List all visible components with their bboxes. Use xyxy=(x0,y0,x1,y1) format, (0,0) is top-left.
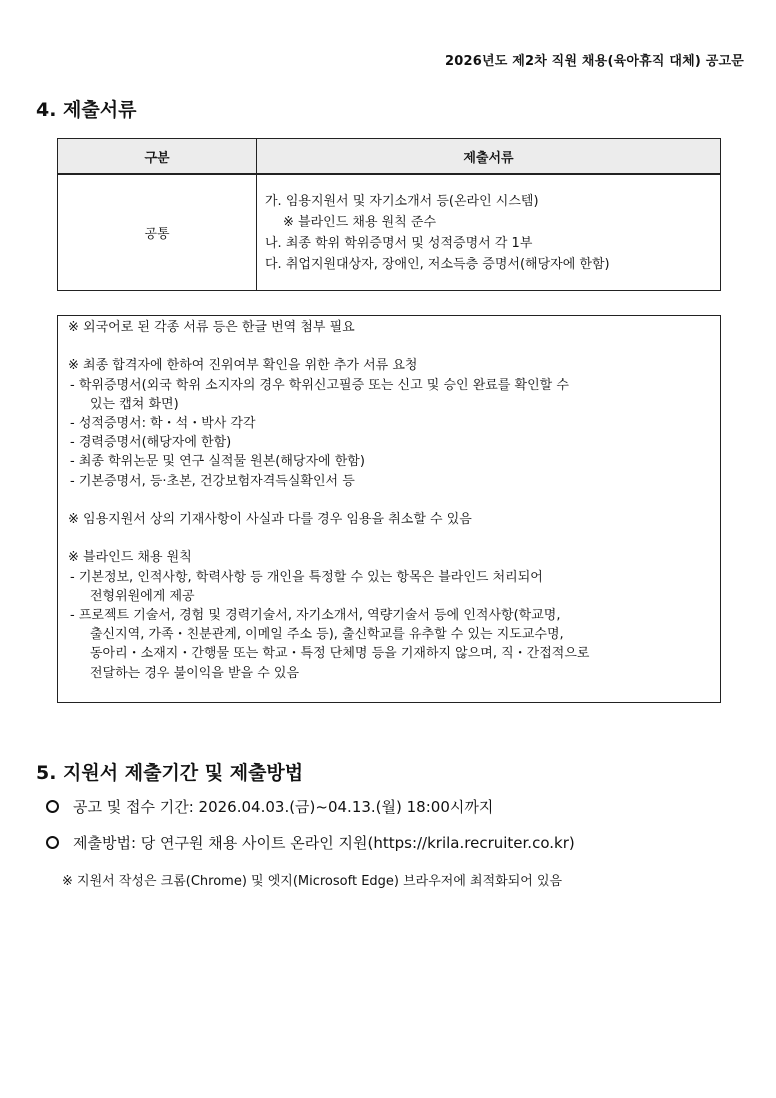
document-item-note: ※ 블라인드 채용 원칙 준수 xyxy=(283,214,437,230)
document-item: 다. 취업지원대상자, 장애인, 저소득층 증명서(해당자에 한함) xyxy=(265,256,610,272)
note-line: ※ 최종 합격자에 한하여 진위여부 확인을 위한 추가 서류 요청 xyxy=(68,358,418,374)
application-period-text: 공고 및 접수 기간: 2026.04.03.(금)~04.13.(월) 18:00시까지 xyxy=(73,798,494,816)
note-gap xyxy=(68,337,710,356)
note-line: - 최종 학위논문 및 연구 실적물 원본(해당자에 한함) xyxy=(70,454,365,470)
note-line: ※ 외국어로 된 각종 서류 등은 한글 번역 첨부 필요 xyxy=(68,320,355,335)
note-gap xyxy=(68,491,710,510)
document-header: 2026년도 제2차 직원 채용(육아휴직 대체) 공고문 xyxy=(444,54,744,69)
document-item: 나. 최종 학위 학위증명서 및 성적증명서 각 1부 xyxy=(265,235,533,251)
circle-bullet-icon xyxy=(46,836,59,849)
submission-method-text: 제출방법: 당 연구원 채용 사이트 온라인 지원(https://krila.recruiter.co.kr) xyxy=(73,834,575,852)
note-line: 동아리・소재지・간행물 또는 학교・특정 단체명 등을 기재하지 않으며, 직・간접적으로 xyxy=(90,646,590,662)
section-5-title: 5. 지원서 제출기간 및 제출방법 xyxy=(36,762,304,784)
notes-box xyxy=(57,315,721,703)
note-line: 출신지역, 가족・친분관계, 이메일 주소 등), 출신학교를 유추할 수 있는 지도교수명, xyxy=(90,627,564,643)
note-line: ※ 블라인드 채용 원칙 xyxy=(68,550,192,566)
documents-table xyxy=(57,138,721,291)
circle-bullet-icon xyxy=(46,800,59,813)
note-line: ※ 임용지원서 상의 기재사항이 사실과 다를 경우 임용을 취소할 수 있음 xyxy=(68,512,472,527)
document-item: 가. 임용지원서 및 자기소개서 등(온라인 시스템) xyxy=(265,193,539,209)
note-line: 전달하는 경우 불이익을 받을 수 있음 xyxy=(90,665,300,681)
section-4-title: 4. 제출서류 xyxy=(36,99,137,121)
table-cell-documents xyxy=(257,174,721,291)
note-line: 전형위원에게 제공 xyxy=(90,588,195,604)
note-line: - 학위증명서(외국 학위 소지자의 경우 학위신고필증 또는 신고 및 승인 완료를 확인할 수 xyxy=(70,377,569,393)
table-header-row xyxy=(58,139,721,175)
note-line: - 기본정보, 인적사항, 학력사항 등 개인을 특정할 수 있는 항목은 블라인드 처리되어 xyxy=(70,569,543,585)
browser-note: ※ 지원서 작성은 크롬(Chrome) 및 엣지(Microsoft Edge) 브라우저에 최적화되어 있음 xyxy=(62,874,563,889)
note-line: - 기본증명서, 등·초본, 건강보험자격득실확인서 등 xyxy=(70,473,355,489)
table-cell-category: 공통 xyxy=(58,174,257,291)
note-line: 있는 캡쳐 화면) xyxy=(90,396,179,412)
application-period xyxy=(46,796,493,817)
note-line: - 성적증명서: 학・석・박사 각각 xyxy=(70,416,256,431)
submission-method xyxy=(46,832,575,853)
table-row xyxy=(58,174,721,291)
note-line: - 경력증명서(해당자에 한함) xyxy=(70,435,232,451)
table-header-category: 구분 xyxy=(58,139,257,175)
table-header-documents: 제출서류 xyxy=(257,139,721,175)
note-line: - 프로젝트 기술서, 경험 및 경력기술서, 자기소개서, 역량기술서 등에 인적사항(학교명, xyxy=(70,608,561,623)
note-gap xyxy=(68,529,710,548)
